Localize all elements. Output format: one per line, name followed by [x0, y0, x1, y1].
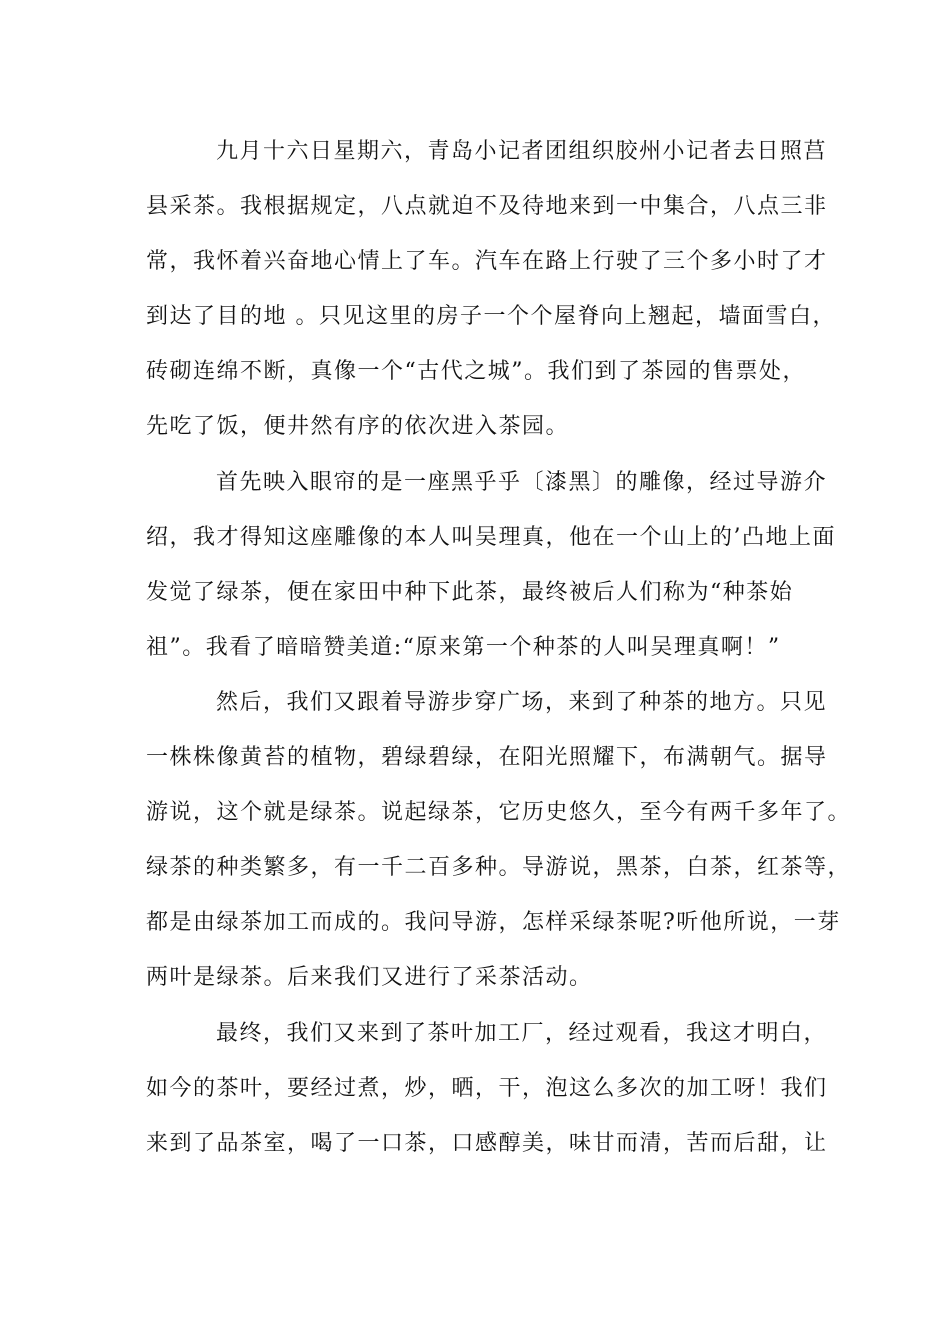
paragraph-2-line-2: 绍，我才得知这座雕像的本人叫吴理真，他在一个山上的’凸地上面 [146, 524, 836, 550]
paragraph-4-line-1: 最终，我们又来到了茶叶加工厂，经过观看，我这才明白， [216, 1020, 828, 1046]
paragraph-4-line-3: 来到了品茶室，喝了一口茶，口感醇美，味甘而清，苦而后甜，让 [146, 1130, 828, 1156]
paragraph-3-line-4: 绿茶的种类繁多，有一千二百多种。导游说，黑茶，白茶，红茶等， [146, 855, 852, 881]
paragraph-1-line-3: 常，我怀着兴奋地心情上了车。汽车在路上行驶了三个多小时了才 [146, 249, 828, 275]
paragraph-3-line-6: 两叶是绿茶。后来我们又进行了采茶活动。 [146, 965, 593, 991]
essay-body [146, 130, 852, 1177]
paragraph-2-line-4: 祖”。我看了暗暗赞美道:“原来第一个种茶的人叫吴理真啊！” [146, 634, 781, 660]
paragraph-1-line-5: 砖砌连绵不断，真像一个“古代之城”。我们到了茶园的售票处， [146, 359, 806, 385]
paragraph-3-line-1: 然后，我们又跟着导游步穿广场，来到了种茶的地方。只见 [216, 689, 828, 715]
paragraph-1-line-6: 先吃了饭，便井然有序的依次进入茶园。 [146, 414, 570, 440]
paragraph-1-line-1: 九月十六日星期六，青岛小记者团组织胶州小记者去日照莒 [216, 139, 828, 164]
paragraph-2-line-3: 发觉了绿茶，便在家田中种下此茶，最终被后人们称为“种茶始 [146, 579, 794, 605]
paragraph-4-line-2: 如今的茶叶，要经过煮，炒，晒，干，泡这么多次的加工呀！我们 [146, 1075, 828, 1101]
paragraph-3-line-2: 一株株像黄苔的植物，碧绿碧绿，在阳光照耀下，布满朝气。据导 [146, 745, 828, 771]
paragraph-2-line-1: 首先映入眼帘的是一座黑乎乎〔漆黑〕的雕像，经过导游介 [216, 469, 828, 495]
paragraph-1-line-2: 县采茶。我根据规定，八点就迫不及待地来到一中集合，八点三非 [146, 194, 828, 220]
paragraph-3-line-5: 都是由绿茶加工而成的。我问导游，怎样采绿茶呢?听他所说，一芽 [146, 910, 841, 936]
paragraph-1-line-4: 到达了目的地 。只见这里的房子一个个屋脊向上翘起，墙面雪白， [146, 304, 836, 330]
paragraph-3-line-3: 游说，这个就是绿茶。说起绿茶，它历史悠久，至今有两千多年了。 [146, 800, 852, 826]
